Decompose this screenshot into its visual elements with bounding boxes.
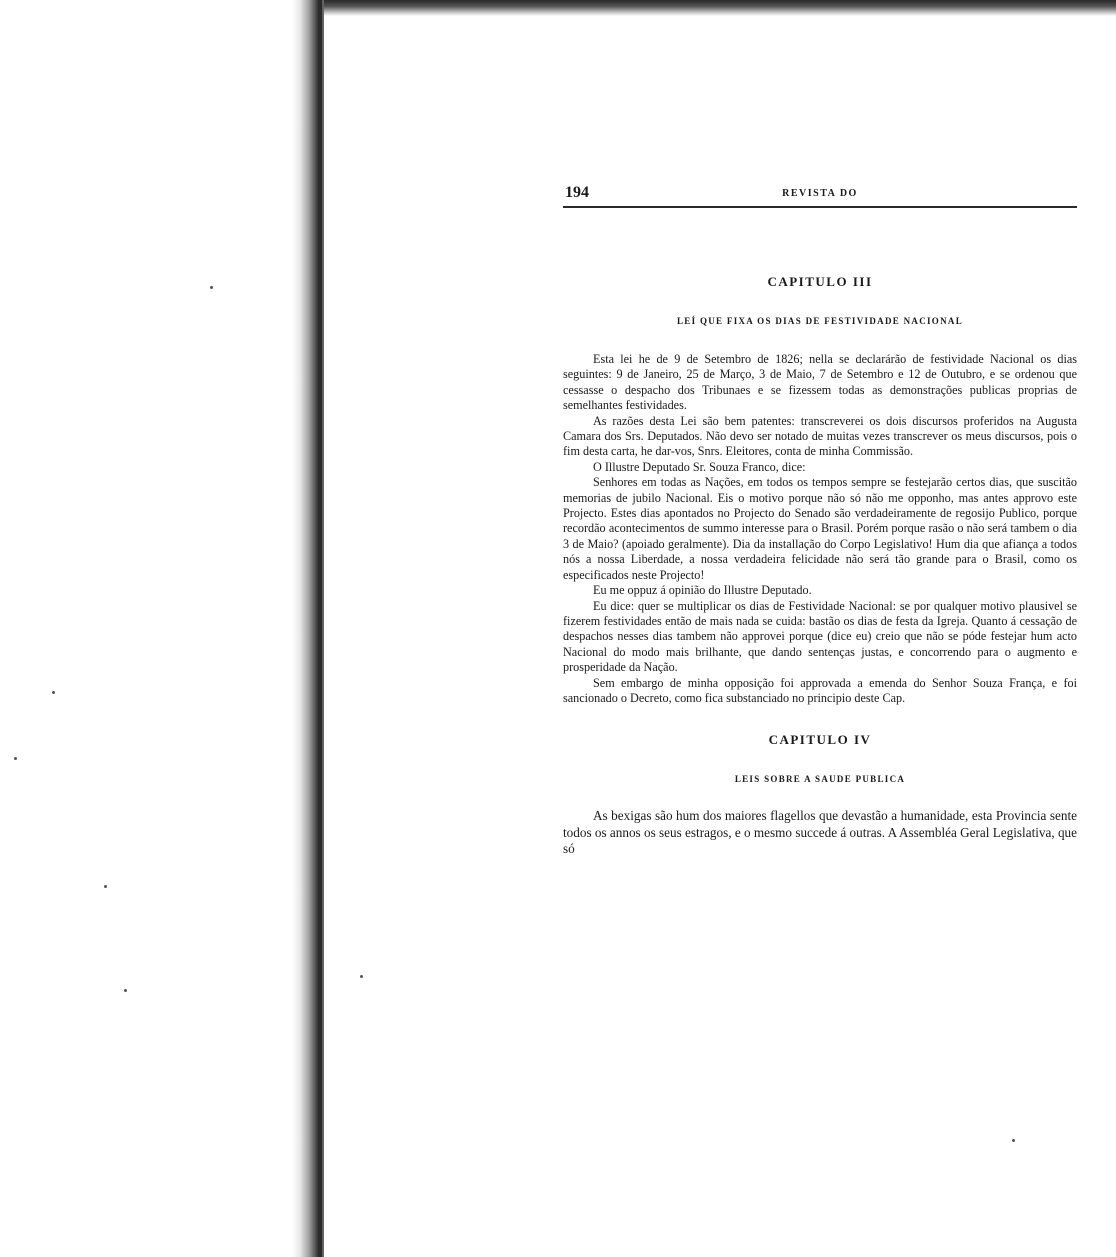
paragraph: Esta lei he de 9 de Setembro de 1826; nella se declarárão de festividade Nacional os dias seguintes: 9 de Janeiro, 25 de Março, 3 de Maio, 7 de Setembro e 12 de Outubro, e se ordenou que cessasse o despacho dos Tribunaes e se fizessem todas as demonstrações publicas proprias de semelhantes festividades. (563, 352, 1077, 413)
chapter-3-title: CAPITULO III (767, 274, 873, 289)
paragraph: O Illustre Deputado Sr. Souza Franco, dice: (593, 459, 806, 474)
page-number: 194 (565, 184, 589, 201)
scan-speck (104, 885, 107, 888)
paragraph: As bexigas são hum dos maiores flagellos que devastão a humanidade, esta Provincia sente todos os annos os seus estragos, e o mesmo succede á outras. A Assembléa Geral Legislativa, que só (563, 808, 1077, 856)
scan-speck (210, 286, 213, 289)
scan-top-edge (296, 0, 1116, 16)
scan-speck (1012, 1139, 1015, 1142)
chapter-3-subtitle: LEÍ QUE FIXA OS DIAS DE FESTIVIDADE NACIONAL (677, 316, 963, 326)
paragraph: Eu me oppuz á opinião do Illustre Deputado. (593, 583, 812, 598)
paragraph: Senhores em todas as Nações, em todos os tempos sempre se festejarão certos dias, que suscitão memorias de jubilo Nacional. Eis o motivo porque não só não me opponho, mas antes approvo este Projecto. Estes dias apontados no Projecto do Senado são verdadeiramente de regosijo Publico, porque recordão acontecimentos de summo interesse para o Brasil. Porém porque rasão o não será tambem o dia 3 de Maio? (apoiado geralmente). Dia da installação do Corpo Legislativo! Hum dia que afiança a todos nós a nossa Liberdade, a nossa verdadeira felicidade não será tão grande para o Brasil, como os especificados neste Projecto! (563, 475, 1077, 582)
scan-speck (360, 975, 363, 978)
paragraph: As razões desta Lei são bem patentes: transcreverei os dois discursos proferidos na Augusta Camara dos Srs. Deputados. Não devo ser notado de muitas vezes transcrever os meus discursos, pois o fim desta carta, he dar-vos, Snrs. Eleitores, conta de minha Commissão. (563, 413, 1077, 459)
paragraph: Sem embargo de minha opposição foi approvada a emenda do Senhor Souza França, e foi sancionado o Decreto, como fica substanciado no principio deste Cap. (563, 675, 1077, 705)
scan-speck (52, 691, 55, 694)
page-header (563, 182, 1077, 208)
running-head: REVISTA DO (782, 188, 858, 199)
chapter-4-body (563, 808, 1077, 857)
chapter-4-title: CAPITULO IV (768, 732, 872, 748)
chapter-4-subtitle: LEIS SOBRE A SAUDE PUBLICA (734, 774, 906, 785)
book-page (563, 182, 1077, 857)
chapter-3-body (563, 352, 1077, 706)
scan-speck (124, 989, 127, 992)
scan-speck (14, 757, 17, 760)
paragraph: Eu dice: quer se multiplicar os dias de Festividade Nacional: se por qualquer motivo plausivel se fizerem festividades então de mais nada se cuida: bastão os dias de festa da Igreja. Quanto á cessação de despachos nesses dias tambem não approvei porque (dice eu) creio que não se póde festejar hum acto Nacional do modo mais brilhante, que dando sentenças justas, e concorrendo para o augmento e prosperidade da Nação. (563, 598, 1077, 675)
book-spine-edge (318, 0, 322, 1257)
